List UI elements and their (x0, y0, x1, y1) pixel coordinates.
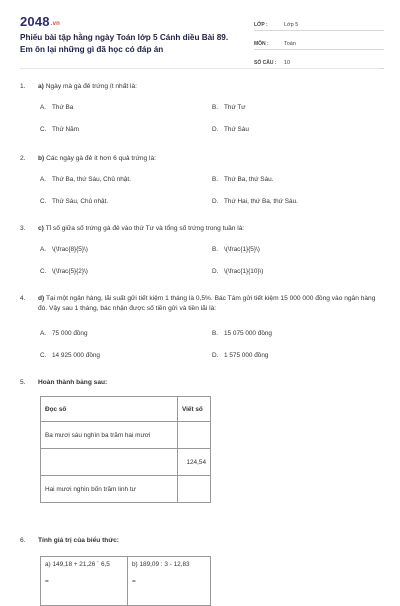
table-cell[interactable]: 124,54 (178, 449, 211, 476)
meta-value: Toán (284, 41, 296, 47)
option-letter: A. (40, 176, 47, 183)
expression-text: b) 189,09 : 3 - 12,83 (132, 561, 190, 568)
option-1c[interactable] (40, 126, 79, 133)
option-letter: C. (40, 198, 47, 205)
option-letter: B. (212, 246, 219, 253)
table-cell[interactable] (178, 422, 211, 449)
expression-cell-b[interactable] (128, 557, 211, 606)
option-2a[interactable] (40, 176, 131, 183)
table-row (41, 557, 211, 606)
question-body: Ngày mà gà đẻ trứng ít nhất là: (45, 83, 138, 90)
option-3d[interactable] (212, 268, 263, 275)
expression-cell-a[interactable] (41, 557, 128, 606)
question-body: Tại một ngân hàng, lãi suất gửi tiết kiệm 1 tháng là 0,5%. Bác Tám gửi tiết kiệm 15 000 000 đồng vào ngân hàng đó. Vậy sau 1 tháng, bác nhận được số tiền gửi và tiền lãi là: (38, 295, 376, 312)
option-text: 15 075 000 đồng (224, 330, 272, 337)
logo-suffix: .vn (50, 21, 61, 27)
number-table (40, 396, 211, 503)
expression-table (40, 556, 211, 606)
question-body: Hoàn thành bảng sau: (38, 379, 108, 386)
option-text: \(\frac{1}{5}\) (224, 246, 260, 253)
question-text (38, 294, 380, 314)
table-cell[interactable]: Hai mươi nghìn bốn trăm linh tư (41, 476, 178, 503)
option-letter: D. (212, 352, 219, 359)
option-4d[interactable] (212, 352, 268, 359)
option-text: 1 575 000 đồng (224, 352, 269, 359)
question-body: Tỉ số giữa số trứng gà đẻ vào thứ Tư và tổng số trứng trong tuần là: (45, 225, 245, 232)
question-text (38, 224, 380, 234)
option-letter: C. (40, 268, 47, 275)
option-3a[interactable] (40, 246, 88, 253)
option-text: Thứ Ba, thứ Sáu, Chủ nhật. (52, 176, 131, 183)
column-header-write: Viết số (178, 397, 211, 422)
meta-value: Lớp 5 (284, 22, 299, 28)
option-letter: B. (212, 104, 219, 111)
option-text: Thứ Ba, thứ Sáu. (224, 176, 274, 183)
logo-text: 2048 (20, 14, 50, 29)
question-prefix: b) (38, 155, 45, 162)
table-cell[interactable]: Ba mươi sáu nghìn ba trăm hai mươi (41, 422, 178, 449)
question-body: Tính giá trị của biểu thức: (38, 537, 119, 544)
option-letter: D. (212, 198, 219, 205)
option-letter: D. (212, 268, 219, 275)
option-text: Thứ Ba (52, 104, 74, 111)
option-text: 14 925 000 đồng (52, 352, 100, 359)
meta-row-class (254, 14, 384, 31)
meta-value: 10 (284, 60, 291, 66)
question-body: Các ngày gà đẻ ít hơn 6 quả trứng là: (46, 155, 156, 162)
table-row (41, 449, 211, 476)
expression-text: a) 149,18 + 21,26 ´ 6,5 (45, 561, 110, 568)
option-1d[interactable] (212, 126, 249, 133)
question-text (38, 378, 380, 388)
question-number: 2. (20, 155, 26, 162)
table-cell[interactable] (178, 476, 211, 503)
table-cell[interactable] (41, 449, 178, 476)
option-text: Thứ Hai, thứ Ba, thứ Sáu. (224, 198, 298, 205)
column-header-read: Đọc số (41, 397, 178, 422)
option-letter: B. (212, 176, 219, 183)
option-text: \(\frac{5}{2}\) (52, 268, 88, 275)
option-3c[interactable] (40, 268, 88, 275)
table-row (41, 476, 211, 503)
question-number: 3. (20, 225, 26, 232)
question-prefix: a) (38, 83, 44, 90)
option-text: \(\frac{1}{10}\) (224, 268, 264, 275)
option-4c[interactable] (40, 352, 100, 359)
option-2d[interactable] (212, 198, 298, 205)
question-number: 1. (20, 83, 26, 90)
question-text (38, 154, 380, 164)
option-4b[interactable] (212, 330, 272, 337)
meta-label: LỚP : (254, 22, 268, 28)
question-prefix: c) (38, 225, 44, 232)
question-number: 4. (20, 295, 26, 302)
option-letter: D. (212, 126, 219, 133)
option-text: Thứ Tư (224, 104, 246, 111)
option-1a[interactable] (40, 104, 73, 111)
option-letter: A. (40, 330, 47, 337)
meta-row-count (254, 52, 384, 69)
option-2b[interactable] (212, 176, 273, 183)
question-number: 6. (20, 537, 26, 544)
table-header-row (41, 397, 211, 422)
option-letter: C. (40, 352, 47, 359)
option-3b[interactable] (212, 246, 260, 253)
answer-line: = (132, 578, 136, 585)
header-divider (20, 68, 380, 69)
question-number: 5. (20, 379, 26, 386)
option-letter: B. (212, 330, 219, 337)
page-title: Phiếu bài tập hằng ngày Toán lớp 5 Cánh diều Bài 89. Em ôn lại những gì đã học có đáp án (20, 33, 229, 54)
question-text (38, 82, 380, 92)
option-letter: A. (40, 104, 47, 111)
meta-info (254, 14, 384, 71)
option-text: 75 000 đồng (52, 330, 88, 337)
option-text: Thứ Sáu (224, 126, 249, 133)
question-text (38, 536, 380, 546)
meta-label: SỐ CÂU : (254, 60, 277, 66)
meta-label: MÔN : (254, 41, 269, 47)
option-text: Thứ Năm (52, 126, 80, 133)
question-prefix: d) (38, 295, 45, 302)
option-text: Thứ Sáu, Chủ nhật. (52, 198, 109, 205)
option-2c[interactable] (40, 198, 108, 205)
option-letter: A. (40, 246, 47, 253)
option-4a[interactable] (40, 330, 88, 337)
meta-row-subject (254, 33, 384, 50)
answer-line: = (45, 578, 49, 585)
option-1b[interactable] (212, 104, 246, 111)
option-letter: C. (40, 126, 47, 133)
site-logo[interactable] (20, 14, 60, 29)
option-text: \(\frac{8}{5}\) (52, 246, 88, 253)
table-row (41, 422, 211, 449)
